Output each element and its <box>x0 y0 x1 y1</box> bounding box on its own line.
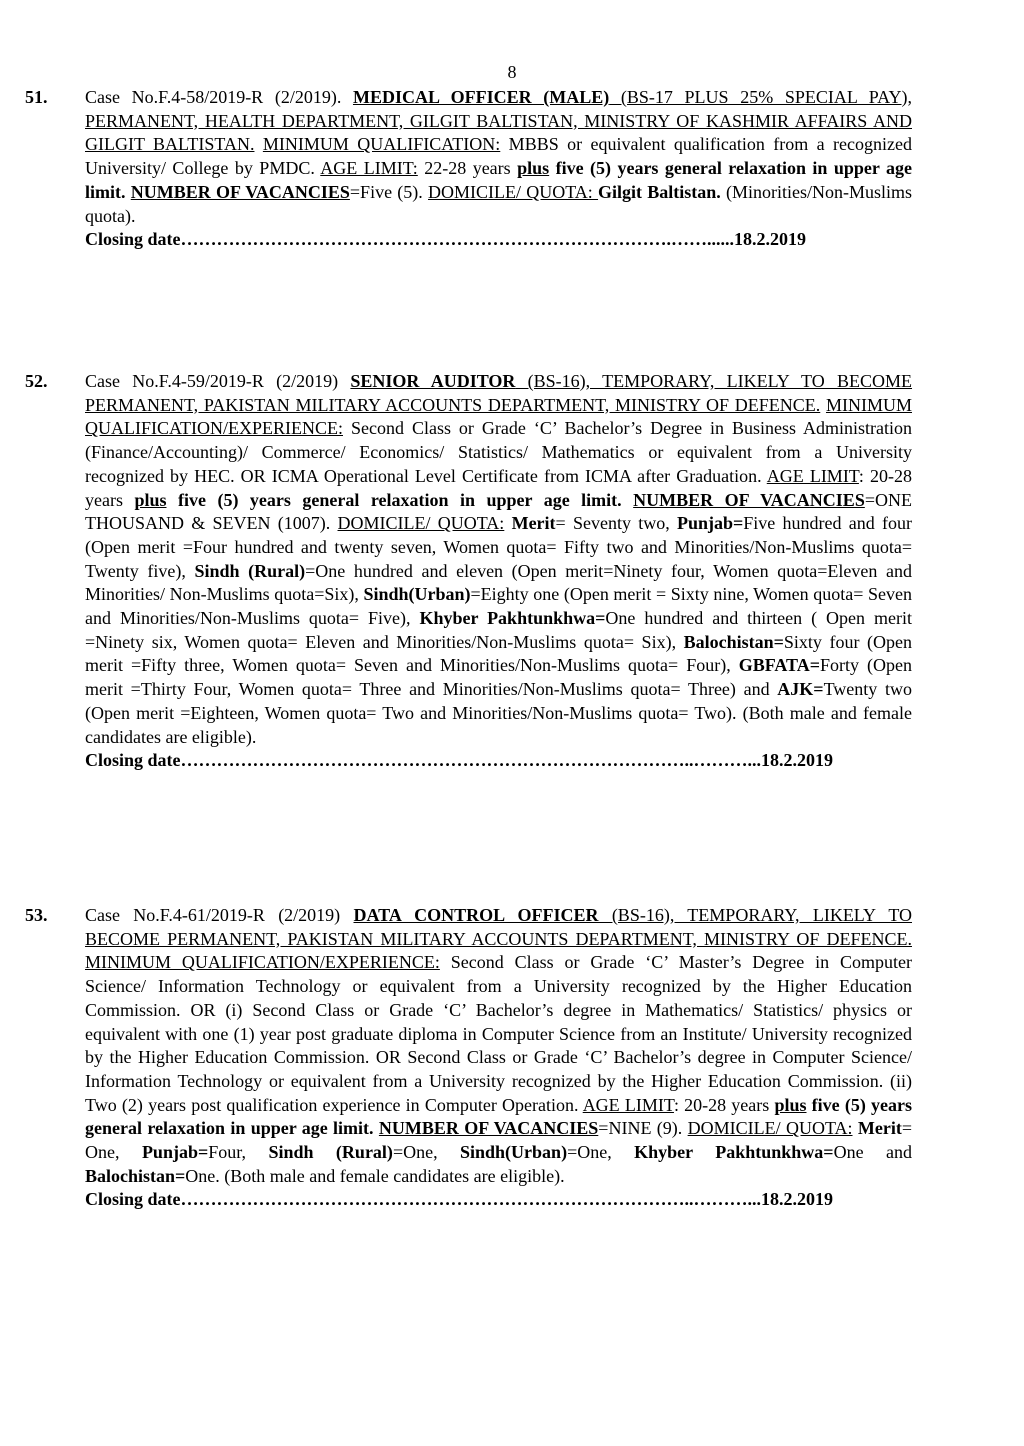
item-body <box>85 904 912 1188</box>
text-run: Sixty four (Open merit =Fifty three, Women quota= Seven and Minorities/Non-Muslims quota= Four), <box>85 631 913 676</box>
text-run: plus <box>134 489 167 510</box>
text-run: Forty (Open merit =Thirty Four, Women quota= Three and Minorities/Non-Muslims quota= Three) and <box>85 655 912 700</box>
item-body <box>85 370 912 749</box>
text-run: DATA CONTROL OFFICER <box>353 905 599 925</box>
text-run: DOMICILE/ QUOTA: <box>428 181 599 202</box>
text-run: Merit <box>857 1118 902 1139</box>
text-run: MINIMUM QUALIFICATION/EXPERIENCE: <box>85 394 912 439</box>
text-run: NUMBER OF VACANCIES <box>633 489 865 510</box>
text-run: Khyber Pakhtunkhwa= <box>419 608 606 629</box>
text-run: five (5) years general relaxation in upper age limit. <box>85 1094 912 1139</box>
vacancy-item-52 <box>25 370 912 773</box>
text-run: Merit <box>511 513 556 534</box>
text-run: Gilgit Baltistan. <box>598 181 721 202</box>
text-run: Case No.F.4-59/2019-R (2/2019) <box>85 371 351 391</box>
text-run: Twenty two (Open merit =Eighteen, Women quota= Two and Minorities/Non-Muslims quota= Two). (Both male and female candidates are eligible). <box>85 679 912 747</box>
text-run: DOMICILE/ QUOTA: <box>687 1118 853 1139</box>
closing-date: Closing date…………………………………………………………………………..………...18.2.2019 <box>85 750 834 771</box>
text-run: : 20-28 years <box>673 1094 775 1115</box>
text-run: : 20-28 years <box>85 465 912 510</box>
text-run: Sindh (Rural) <box>194 560 306 581</box>
text-run: 22-28 years <box>417 158 518 179</box>
text-run <box>254 134 262 154</box>
text-run: =One hundred and eleven (Open merit=Ninety four, Women quota=Eleven and Minorities/ Non-Muslims quota=Six), <box>85 560 912 605</box>
text-run: =Five (5). <box>349 181 429 202</box>
text-run: NUMBER OF VACANCIES <box>130 181 350 202</box>
item-number: 51. <box>25 87 48 107</box>
closing-date: Closing date……………………………………………………………………….……......18.2.2019 <box>85 229 807 250</box>
text-run: Balochistan= <box>683 631 784 652</box>
text-run <box>504 513 511 533</box>
text-run: =Eighty one (Open merit = Sixty nine, Women quota= Seven and Minorities/Non-Muslims quota= Five), <box>85 584 912 629</box>
item-body <box>85 86 912 228</box>
text-run: AGE LIMIT <box>766 465 859 486</box>
text-run: Second Class or Grade ‘C’ Bachelor’s Degree in Business Administration (Finance/Accounting)/ Commerce/ Economics/ Statistics/ Mathematics or equivalent from a University recognized by HEC. OR ICMA Operational Level Certificate from ICMA after Graduation. <box>85 418 912 486</box>
text-run: Sindh (Rural) <box>268 1142 393 1163</box>
text-run: AJK= <box>777 679 824 700</box>
text-run: One hundred and thirteen ( Open merit =Ninety six, Women quota= Eleven and Minorities/Non-Muslims quota= Six), <box>85 608 912 652</box>
text-run: One. (Both male and female candidates are eligible). <box>185 1165 565 1186</box>
text-run: Case No.F.4-58/2019-R (2/2019). <box>85 87 353 107</box>
text-run: DOMICILE/ QUOTA: <box>337 513 505 534</box>
text-run: = One, <box>85 1118 912 1163</box>
vacancy-item-51 <box>25 86 912 252</box>
text-run: (Minorities/Non-Muslims quota). <box>85 181 913 226</box>
text-run: Case No.F.4-61/2019-R (2/2019) <box>85 905 354 925</box>
text-run: (BS-16), TEMPORARY, LIKELY TO BECOME PERMANENT, PAKISTAN MILITARY ACCOUNTS DEPARTMENT, MINISTRY OF DEFENCE. <box>85 905 912 949</box>
text-run: AGE LIMIT <box>582 1094 674 1115</box>
text-run: (BS-17 PLUS 25% SPECIAL PAY), PERMANENT, HEALTH DEPARTMENT, GILGIT BALTISTAN, MINISTRY OF KASHMIR AFFAIRS AND GILGIT BALTISTAN. <box>85 87 913 155</box>
text-run: Khyber Pakhtunkhwa= <box>634 1142 834 1163</box>
text-run: Sindh(Urban) <box>460 1142 568 1163</box>
text-run: five (5) years general relaxation in upper age limit. <box>85 158 912 202</box>
text-run: SENIOR AUDITOR <box>350 371 516 391</box>
text-run: Sindh(Urban) <box>363 584 471 605</box>
text-run: (BS-16), TEMPORARY, LIKELY TO BECOME PERMANENT, PAKISTAN MILITARY ACCOUNTS DEPARTMENT, MINISTRY OF DEFENCE. <box>85 371 913 415</box>
text-run: =NINE (9). <box>598 1118 688 1139</box>
text-run: = Seventy two, <box>555 513 677 534</box>
text-run: plus <box>517 158 550 179</box>
text-run: Punjab= <box>141 1142 209 1163</box>
text-run: =One, <box>567 1142 635 1163</box>
text-run: MBBS or equivalent qualification from a recognized University/ College by PMDC. <box>85 134 913 179</box>
text-run: Second Class or Grade ‘C’ Master’s Degree in Computer Science/ Information Technology or equivalent from a University recognized by the Higher Education Commission. OR (i) Second Class or Grade ‘C’ Bachelor’s degree in Mathematics/ Statistics/ physics or equivalent with one (1) year post graduate diploma in Computer Science from an Institute/ University recognized by the Higher Education Commission. OR Second Class or Grade ‘C’ Bachelor’s degree in Computer Science/ Information Technology or equivalent from a University recognized by the Higher Education Commission. (ii) Two (2) years post qualification experience in Computer Operation. <box>85 952 912 1115</box>
text-run: GBFATA= <box>738 655 820 676</box>
text-run: Four, <box>208 1142 269 1163</box>
text-run: MINIMUM QUALIFICATION/EXPERIENCE: <box>85 952 440 973</box>
text-run: MINIMUM QUALIFICATION: <box>262 134 501 155</box>
text-run: NUMBER OF VACANCIES <box>378 1118 599 1139</box>
text-run: =ONE THOUSAND & SEVEN (1007). <box>85 489 912 534</box>
text-run: Punjab= <box>676 513 744 534</box>
closing-date: Closing date…………………………………………………………………………..………...18.2.2019 <box>85 1189 834 1210</box>
text-run: One and <box>833 1142 912 1163</box>
item-number: 53. <box>25 905 48 925</box>
text-run: five (5) years general relaxation in upper age limit. <box>166 489 634 510</box>
vacancy-item-53 <box>25 904 912 1212</box>
text-run: Five hundred and four (Open merit =Four hundred and twenty seven, Women quota= Fifty two and Minorities/Non-Muslims quota= Twenty five), <box>85 513 912 581</box>
page-number: 8 <box>507 62 517 82</box>
text-run: =One, <box>392 1142 461 1163</box>
item-number: 52. <box>25 371 48 391</box>
text-run: plus <box>774 1094 807 1115</box>
text-run: AGE LIMIT: <box>320 158 418 179</box>
text-run: Balochistan= <box>85 1165 186 1186</box>
text-run: MEDICAL OFFICER (MALE) <box>352 87 610 107</box>
